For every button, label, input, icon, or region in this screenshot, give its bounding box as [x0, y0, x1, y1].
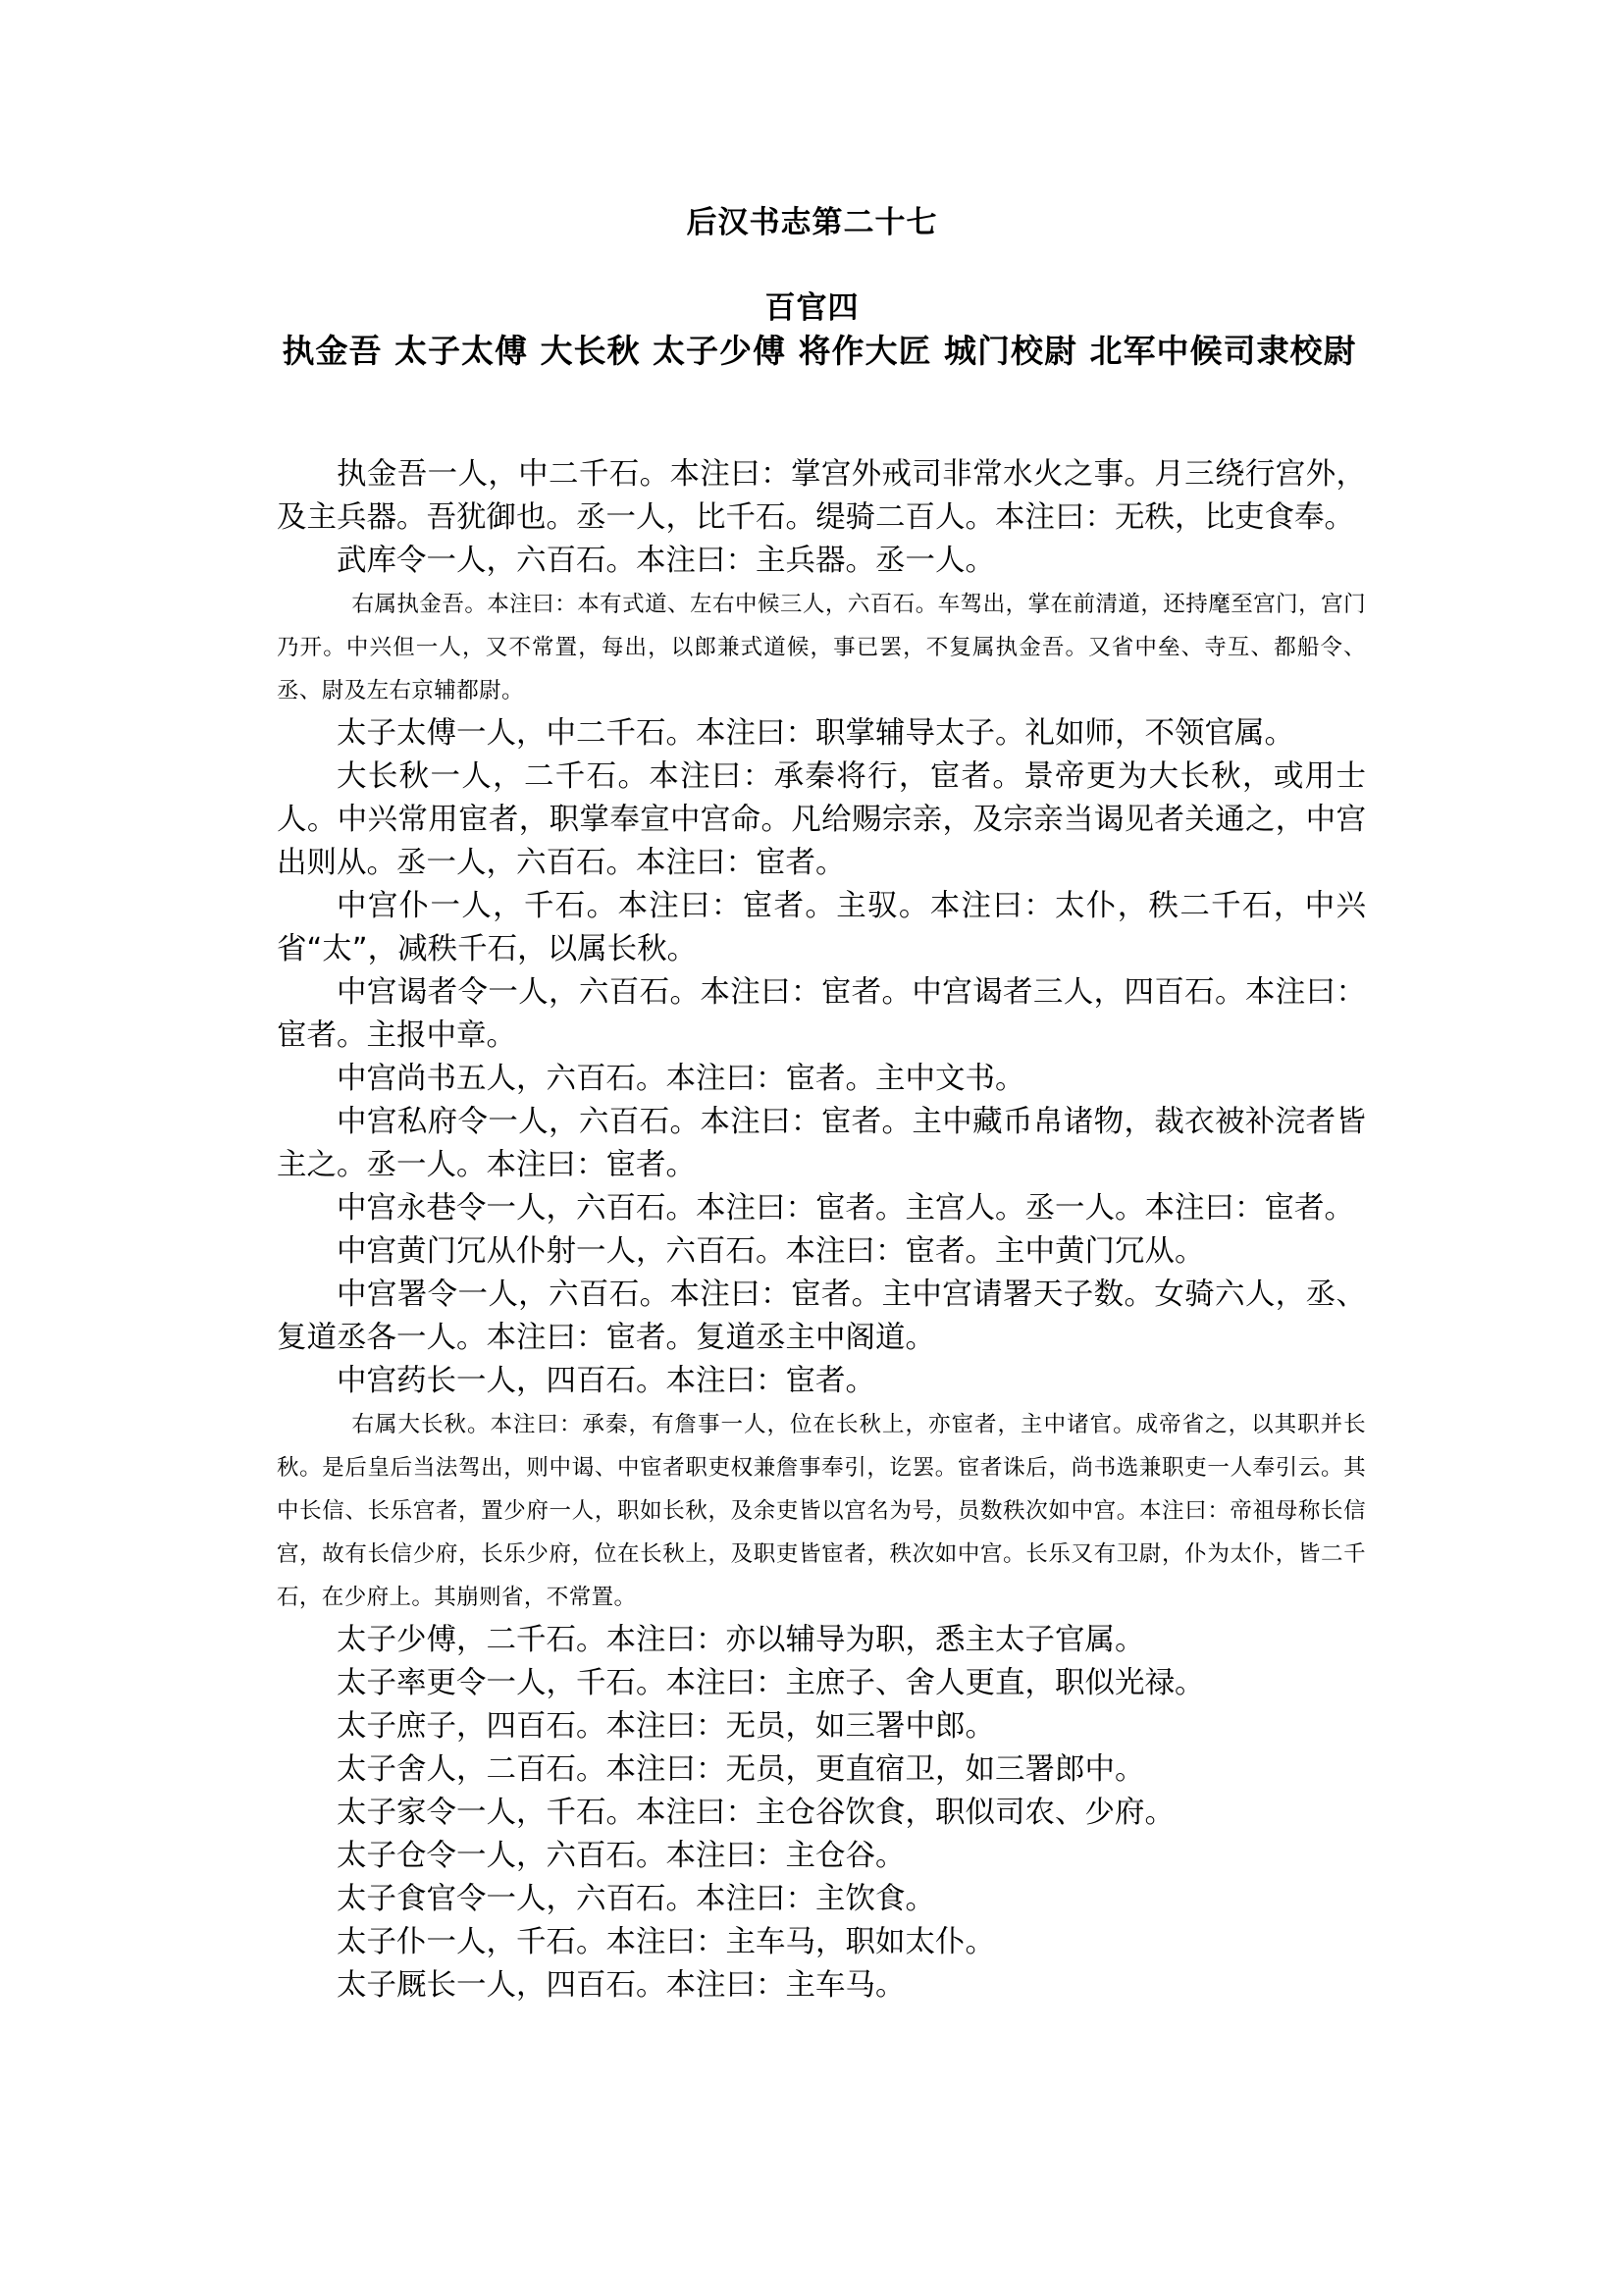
- document-body: [277, 453, 1366, 2007]
- paragraph-zhonggong-shangshu: 中宫尚书五人，六百石。本注曰：宦者。主中文书。: [337, 1062, 1025, 1096]
- paragraph-taizi-shuaigeng: 太子率更令一人，千石。本注曰：主庶子、舍人更直，职似光禄。: [337, 1666, 1205, 1700]
- paragraph-taizi-taifu: 太子太傅一人，中二千石。本注曰：职掌辅导太子。礼如师，不领官属。: [337, 716, 1294, 751]
- paragraph-taizi-pu: 太子仆一人，千石。本注曰：主车马，职如太仆。: [337, 1925, 995, 1959]
- paragraph-wukuling: 武库令一人，六百石。本注曰：主兵器。丞一人。: [337, 544, 995, 578]
- paragraph-taizi-sheren: 太子舍人，二百石。本注曰：无员，更直宿卫，如三署郎中。: [337, 1752, 1145, 1787]
- paragraph-zhonggong-pu: 中宫仆一人，千石。本注曰：宦者。主驭。本注曰：太仆，秩二千石，中兴省“太”，减秩千石，以属长秋。: [277, 889, 1366, 966]
- paragraph-zhijinwu: 执金吾一人，中二千石。本注曰：掌宫外戒司非常水火之事。月三绕行宫外，及主兵器。吾犹御也。丞一人，比千石。缇骑二百人。本注曰：无秩，比吏食奉。: [277, 457, 1366, 535]
- paragraph-zhonggong-yongxiang: 中宫永巷令一人，六百石。本注曰：宦者。主宫人。丞一人。本注曰：宦者。: [337, 1191, 1354, 1225]
- chapter-title: 后汉书志第二十七: [686, 205, 938, 240]
- section-office-list: 执金吾 太子太傅 大长秋 太子少傅 将作大匠 城门校尉 北军中候司隶校尉: [282, 332, 1357, 370]
- paragraph-taizi-cangling: 太子仓令一人，六百石。本注曰：主仓谷。: [337, 1839, 906, 1873]
- paragraph-taizi-shiguan: 太子食官令一人，六百石。本注曰：主饮食。: [337, 1882, 935, 1916]
- paragraph-taizi-jiuzhang: 太子厩长一人，四百石。本注曰：主车马。: [337, 1968, 906, 2003]
- paragraph-zhonggong-shu: 中宫署令一人，六百石。本注曰：宦者。主中宫请署天子数。女骑六人，丞、复道丞各一人。本注曰：宦者。复道丞主中阁道。: [277, 1277, 1366, 1355]
- paragraph-zhonggong-yaozhang: 中宫药长一人，四百石。本注曰：宦者。: [337, 1364, 875, 1398]
- paragraph-taizi-shuzi: 太子庶子，四百石。本注曰：无员，如三署中郎。: [337, 1709, 995, 1744]
- note-dachangqiu: 右属大长秋。本注曰：承秦，有詹事一人，位在长秋上，亦宦者，主中诸官。成帝省之，以其职并长秋。是后皇后当法驾出，则中谒、中宦者职吏权兼詹事奉引，讫罢。宦者诛后，尚书选兼职吏一人奉引云。其中长信、长乐宫者，置少府一人，职如长秋，及余吏皆以宫名为号，员数秩次如中宫。本注曰：帝祖母称长信宫，故有长信少府，长乐少府，位在长秋上，及职吏皆宦者，秩次如中宫。长乐又有卫尉，仆为太仆，皆二千石，在少府上。其崩则省，不常置。: [277, 1412, 1366, 1610]
- section-title: 百官四: [764, 290, 860, 326]
- paragraph-zhonggong-yezhe: 中宫谒者令一人，六百石。本注曰：宦者。中宫谒者三人，四百石。本注曰：宦者。主报中章。: [277, 975, 1366, 1053]
- note-zhijinwu: 右属执金吾。本注曰：本有式道、左右中候三人，六百石。车驾出，掌在前清道，还持麾至宫门，宫门乃开。中兴但一人，又不常置，每出，以郎兼式道候，事已罢，不复属执金吾。又省中垒、寺互、都船令、丞、尉及左右京辅都尉。: [277, 592, 1366, 704]
- paragraph-taizi-jialing: 太子家令一人，千石。本注曰：主仓谷饮食，职似司农、少府。: [337, 1796, 1175, 1830]
- paragraph-zhonggong-huangmen: 中宫黄门冗从仆射一人，六百石。本注曰：宦者。主中黄门冗从。: [337, 1234, 1205, 1269]
- paragraph-dachangqiu: 大长秋一人，二千石。本注曰：承秦将行，宦者。景帝更为大长秋，或用士人。中兴常用宦者，职掌奉宣中宫命。凡给赐宗亲，及宗亲当谒见者关通之，中宫出则从。丞一人，六百石。本注曰：宦者。: [277, 759, 1366, 880]
- paragraph-zhonggong-sifu: 中宫私府令一人，六百石。本注曰：宦者。主中藏币帛诸物，裁衣被补浣者皆主之。丞一人。本注曰：宦者。: [277, 1105, 1366, 1182]
- paragraph-taizi-shaofu: 太子少傅，二千石。本注曰：亦以辅导为职，悉主太子官属。: [337, 1623, 1145, 1657]
